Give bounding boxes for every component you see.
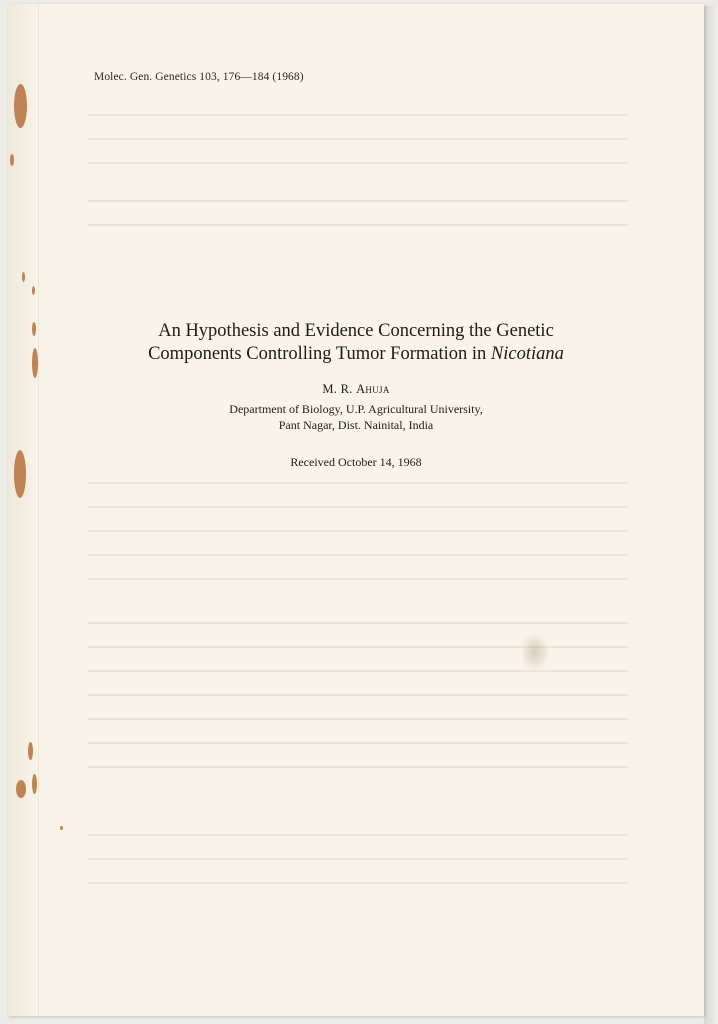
journal-citation: Molec. Gen. Genetics 103, 176—184 (1968) [94,71,304,83]
bleed-through-line [88,694,628,696]
article-header [8,320,704,470]
bleed-through-line [88,482,628,484]
bleed-through-line [88,622,628,624]
author-name [8,382,704,397]
bleed-through-line [88,506,628,508]
affiliation-line-1: Department of Biology, U.P. Agricultural University, [229,402,483,416]
bleed-through-line [88,670,628,672]
underlying-page-edge [704,6,718,1024]
bleed-through-line [88,834,628,836]
bleed-through-line [88,200,628,202]
author-surname: Ahuja [356,382,390,396]
article-title-line-1: An Hypothesis and Evidence Concerning the Genetic [158,321,554,341]
rust-stain [14,84,27,128]
bleed-through-line [88,882,628,884]
bleed-through-line [88,224,628,226]
bleed-through-line [88,530,628,532]
bleed-through-line [88,718,628,720]
ink-smudge [520,632,550,672]
bleed-through-line [88,742,628,744]
author-affiliation [8,401,704,433]
reprint-cover-page [8,4,704,1016]
rust-stain [10,154,14,166]
rust-stain [22,272,25,282]
author-initials: M. R. [322,382,357,396]
title-genus-name: Nicotiana [490,344,564,364]
bleed-through-line [88,858,628,860]
rust-stain [32,774,37,794]
rust-stain [28,742,33,760]
bleed-through-line [88,554,628,556]
rust-stain [60,826,63,830]
affiliation-line-2: Pant Nagar, Dist. Nainital, India [278,418,434,432]
bleed-through-line [88,114,628,116]
bleed-through-line [88,138,628,140]
bleed-through-line [88,578,628,580]
received-date: Received October 14, 1968 [290,455,422,469]
rust-stain [32,286,35,295]
rust-stain [16,780,26,798]
article-title-line-2 [8,343,704,366]
bleed-through-line [88,162,628,164]
title-text: Components Controlling Tumor Formation in [148,344,491,364]
bleed-through-line [88,766,628,768]
